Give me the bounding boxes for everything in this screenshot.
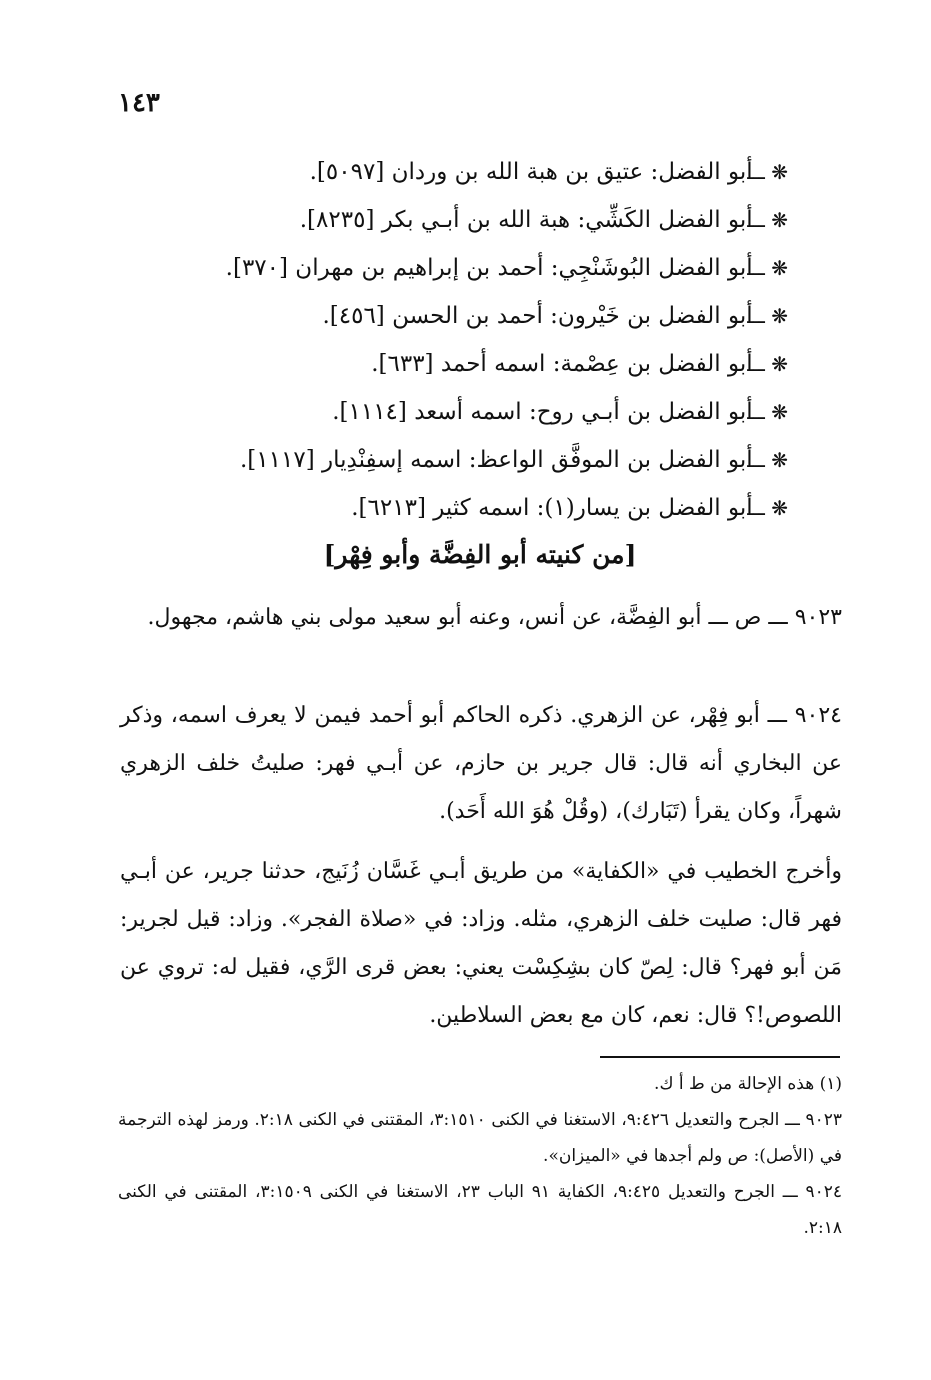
- entry-text: أبو الفضل بن عِصْمة: اسمه أحمد [٦٣٣].: [371, 351, 753, 377]
- kunya-entry: [120, 388, 788, 436]
- entry-marker: ❋ ـــ: [747, 256, 788, 280]
- footnote: ٩٠٢٣ ـــ الجرح والتعديل ٩:٤٢٦، الاستغنا في الكنى ٣:١٥١٠، المقتنى في الكنى ٢:١٨. ورمز لهذه الترجمة في (الأصل): ص ولم أجدها في «الميزان».: [118, 1110, 842, 1166]
- entry-marker: ❋ ـــ: [747, 160, 788, 184]
- kunya-entry: [120, 196, 788, 244]
- footnote-divider: [600, 1056, 840, 1058]
- entry-text: أبو الفضل بن خَيْرون: أحمد بن الحسن [٤٥٦].: [322, 303, 753, 329]
- entry-9024-paragraph: ٩٠٢٤ ـــ أبو فِهْر، عن الزهري. ذكره الحاكم أبو أحمد فيمن لا يعرف اسمه، وذكر عن البخاري أنه قال: قال جرير بن حازم، عن أبـي فهر: صليتُ خلف الزهري شهراً، وكان يقرأ (تَبَارك)، (وقُلْ هُوَ الله أَحَد).: [120, 703, 842, 824]
- kunya-entry: [120, 340, 788, 388]
- footnote: ٩٠٢٤ ـــ الجرح والتعديل ٩:٤٢٥، الكفاية ٩١ الباب ٢٣، الاستغنا في الكنى ٣:١٥٠٩، المقتنى في الكنى ٢:١٨.: [118, 1182, 842, 1238]
- entry-marker: ❋ ـــ: [747, 448, 788, 472]
- entry-marker: ❋ ـــ: [747, 496, 788, 520]
- kunya-entry: [120, 148, 788, 196]
- entry-text: أبو الفضل: عتيق بن هبة الله بن وردان [٥٠٩٧].: [309, 159, 753, 185]
- kunya-entries-list: [120, 148, 788, 532]
- kunya-entry: [120, 484, 788, 532]
- entry-9023-paragraph: ٩٠٢٣ ـــ ص ـــ أبو الفِضَّة، عن أنس، وعنه أبو سعيد مولى بني هاشم، مجهول.: [147, 605, 842, 630]
- entry-text: أبو الفضل الكَشِّي: هبة الله بن أبـي بكر [٨٢٣٥].: [299, 207, 753, 233]
- khatib-paragraph: وأخرج الخطيب في «الكفاية» من طريق أبـي غَسَّان زُنَيج، حدثنا جرير، عن أبـي فهر قال: صليت خلف الزهري، مثله. وزاد: في «صلاة الفجر». وزاد: قيل لجرير: مَن أبو فهر؟ قال: لِصّ كان بشِكِسْت يعني: بعض قرى الرَّي، فقيل له: تروي عن اللصوص!؟ قال: نعم، كان مع بعض السلاطين.: [120, 859, 842, 1028]
- entry-text: أبو الفضل البُوشَنْجِي: أحمد بن إبراهيم بن مهران [٣٧٠].: [225, 255, 753, 281]
- footnote: (١) هذه الإحالة من ط أ ك.: [654, 1074, 842, 1094]
- entry-marker: ❋ ـــ: [747, 400, 788, 424]
- kunya-entry: [120, 436, 788, 484]
- footnotes: [118, 1066, 842, 1246]
- entry-text: أبو الفضل بن الموفَّق الواعظ: اسمه إسفِنْدِيار [١١١٧].: [239, 447, 753, 473]
- entry-marker: ❋ ـــ: [747, 352, 788, 376]
- entry-text: أبو الفضل بن أبـي روح: اسمه أسعد [١١١٤].: [332, 399, 753, 425]
- entry-marker: ❋ ـــ: [747, 304, 788, 328]
- entry-text: أبو الفضل بن يسار(١): اسمه كثير [٦٢١٣].: [351, 495, 753, 521]
- kunya-entry: [120, 292, 788, 340]
- entry-marker: ❋ ـــ: [747, 208, 788, 232]
- page-number: ١٤٣: [118, 88, 160, 118]
- kunya-entry: [120, 244, 788, 292]
- section-heading: [من كنيته أبو الفِضَّة وأبو فِهْر]: [323, 540, 637, 569]
